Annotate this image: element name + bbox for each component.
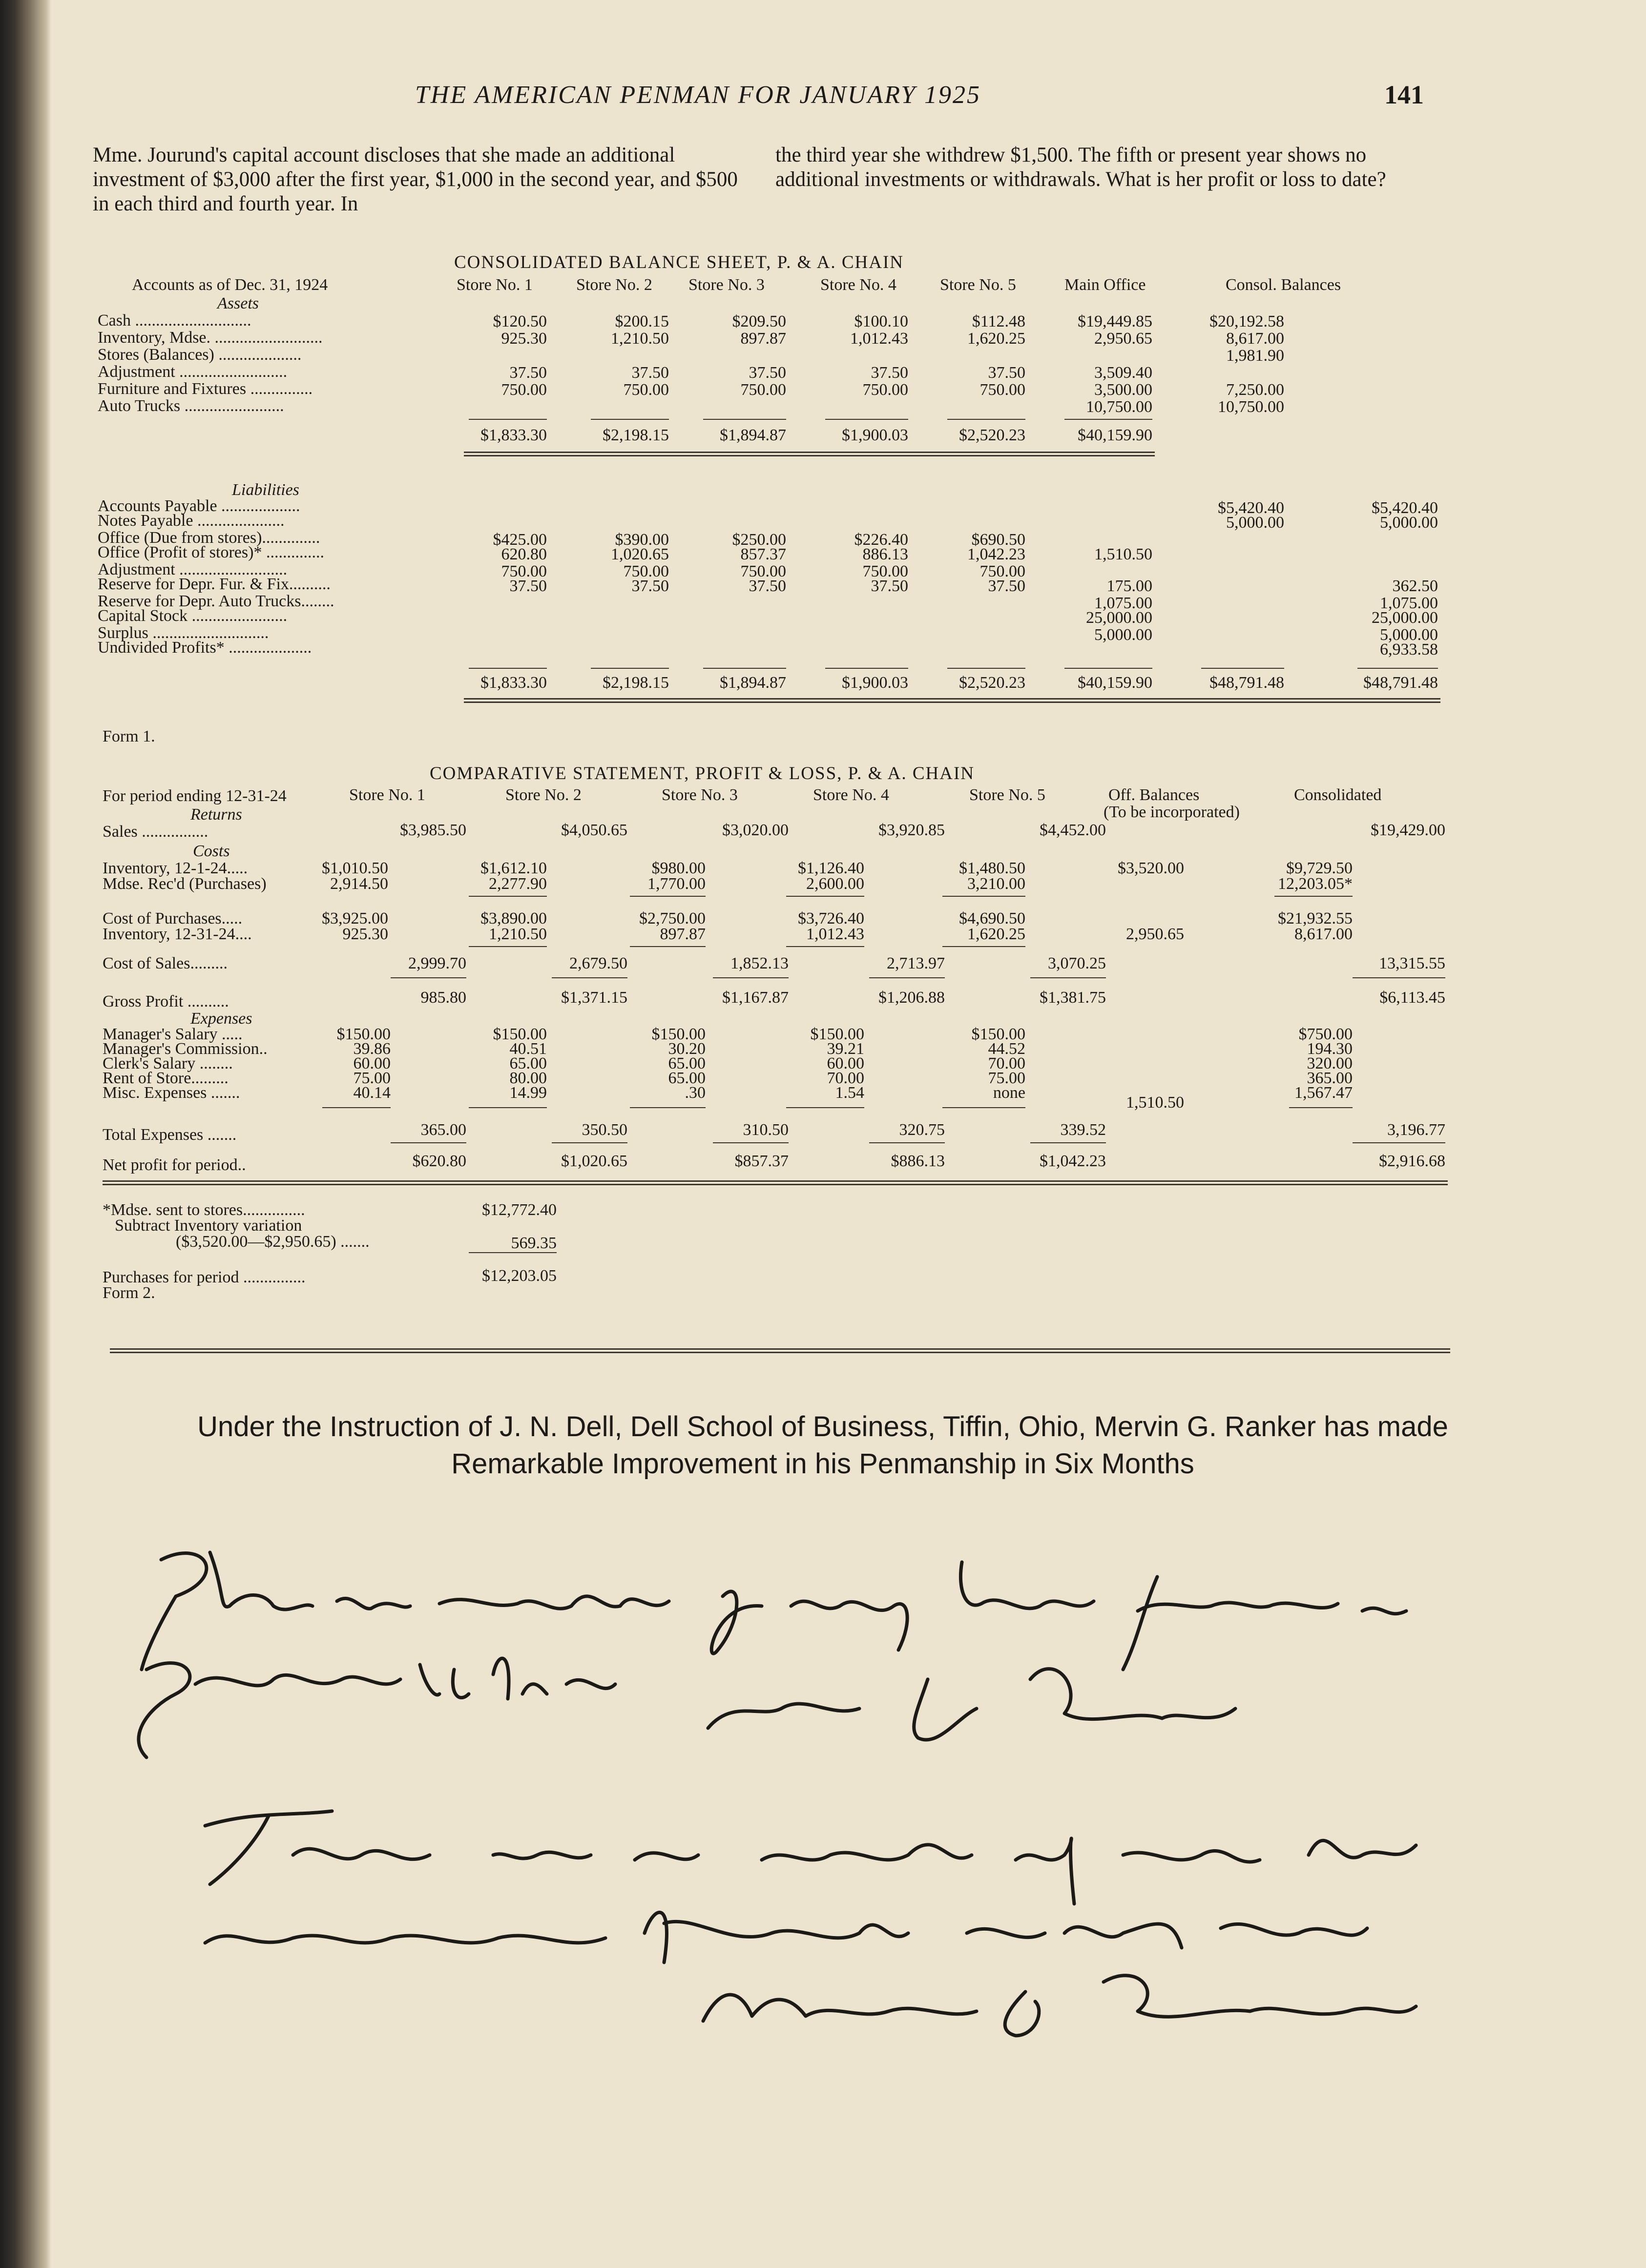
sales-value: $4,050.65 bbox=[561, 821, 627, 839]
liability-value: 886.13 bbox=[862, 545, 908, 563]
liability-value: 1,020.65 bbox=[611, 545, 669, 563]
inventory-end-value: 2,950.65 bbox=[1126, 925, 1184, 943]
inventory-end-value: 8,617.00 bbox=[1294, 925, 1353, 943]
mdse-received-value: 1,770.00 bbox=[647, 875, 706, 893]
total-expenses-label: Total Expenses ....... bbox=[103, 1126, 237, 1144]
liability-value: $690.50 bbox=[971, 531, 1025, 549]
expense-value: 60.00 bbox=[827, 1054, 864, 1072]
asset-total: $1,833.30 bbox=[480, 426, 547, 444]
expense-value: 40.51 bbox=[509, 1040, 547, 1058]
liabilities-label: Liabilities bbox=[232, 481, 299, 499]
asset-value: 1,210.50 bbox=[611, 330, 669, 348]
page-number: 141 bbox=[1384, 80, 1424, 109]
cost-of-purchases-value: $3,890.00 bbox=[480, 909, 547, 928]
cost-of-purchases-value: $3,925.00 bbox=[322, 909, 388, 928]
asset-value: 897.87 bbox=[740, 330, 786, 348]
asset-value: 2,950.65 bbox=[1094, 330, 1152, 348]
liability-value: 37.50 bbox=[631, 577, 669, 595]
liability-value: $425.00 bbox=[493, 531, 547, 549]
asset-value: $112.48 bbox=[972, 312, 1025, 330]
liability-total: $1,833.30 bbox=[480, 674, 547, 692]
sales-value: $3,020.00 bbox=[722, 821, 789, 839]
expense-value: 65.00 bbox=[668, 1069, 706, 1087]
asset-value: $120.50 bbox=[493, 312, 547, 330]
net-profit-value: $2,916.68 bbox=[1379, 1152, 1445, 1170]
pl-column-header: Store No. 2 bbox=[505, 786, 582, 804]
cost-of-sales-value: 1,852.13 bbox=[730, 954, 789, 972]
pl-column-header: Store No. 1 bbox=[349, 786, 425, 804]
expense-value: $750.00 bbox=[1298, 1025, 1353, 1043]
cost-of-sales-label: Cost of Sales......... bbox=[103, 954, 228, 972]
inventory-end-label: Inventory, 12-31-24.... bbox=[103, 925, 252, 943]
liability-value: $5,420.40 bbox=[1372, 499, 1438, 517]
intro-left: Mme. Jourund's capital account discloses that she made an additional investment of $3,000 after the first year, $1,000 in the second year, and $500 in each third and fourth year. In bbox=[93, 144, 738, 215]
expense-row-label: Manager's Commission.. bbox=[103, 1040, 268, 1058]
liability-value: 620.80 bbox=[501, 545, 547, 563]
sales-value: $4,452.00 bbox=[1040, 821, 1106, 839]
asset-value: 1,012.43 bbox=[850, 330, 908, 348]
total-expenses-value: 365.00 bbox=[420, 1121, 466, 1139]
returns-label: Returns bbox=[190, 805, 242, 824]
asset-total: $2,198.15 bbox=[603, 426, 669, 444]
pl-column-header: Consolidated bbox=[1294, 786, 1382, 804]
expense-value: 39.21 bbox=[827, 1040, 864, 1058]
liability-value: 175.00 bbox=[1106, 577, 1152, 595]
asset-value: 750.00 bbox=[623, 381, 669, 399]
asset-value: 37.50 bbox=[631, 364, 669, 382]
form-2-label: Form 2. bbox=[103, 1284, 155, 1302]
column-header: Store No. 5 bbox=[940, 276, 1016, 294]
liability-value: 37.50 bbox=[871, 577, 908, 595]
balance-sheet-date: Accounts as of Dec. 31, 1924 bbox=[132, 276, 328, 294]
gross-profit-value: $1,167.87 bbox=[722, 989, 789, 1007]
cost-of-sales-value: 2,713.97 bbox=[887, 954, 945, 972]
total-expenses-value: 3,196.77 bbox=[1387, 1121, 1445, 1139]
liability-value: 1,042.23 bbox=[967, 545, 1025, 563]
total-expenses-value: 350.50 bbox=[582, 1121, 627, 1139]
mdse-received-value: 2,277.90 bbox=[489, 875, 547, 893]
expense-value: $150.00 bbox=[810, 1025, 864, 1043]
footnote-subtract-label: Subtract Inventory variation bbox=[115, 1216, 302, 1235]
article-heading: Under the Instruction of J. N. Dell, Dell School of Business, Tiffin, Ohio, Mervin G. Ranker has made Remarkable Improvement in his Penmanship in Six Months bbox=[197, 1411, 1448, 1480]
total-expenses-value: 339.52 bbox=[1060, 1121, 1106, 1139]
pl-period: For period ending 12-31-24 bbox=[103, 787, 287, 805]
inventory-begin-label: Inventory, 12-1-24..... bbox=[103, 859, 248, 877]
expense-value: 40.14 bbox=[353, 1084, 391, 1102]
column-header: Store No. 2 bbox=[576, 276, 652, 294]
inventory-begin-value: $3,520.00 bbox=[1118, 859, 1184, 877]
inventory-end-value: 1,620.25 bbox=[967, 925, 1025, 943]
asset-value: $20,192.58 bbox=[1209, 312, 1284, 330]
liability-value: $390.00 bbox=[615, 531, 669, 549]
asset-value: 3,500.00 bbox=[1094, 381, 1152, 399]
liability-value: 5,000.00 bbox=[1094, 626, 1152, 644]
expense-value: 70.00 bbox=[988, 1054, 1025, 1072]
mdse-received-value: 3,210.00 bbox=[967, 875, 1025, 893]
mdse-received-label: Mdse. Rec'd (Purchases) bbox=[103, 875, 267, 893]
mdse-received-value: 12,203.05* bbox=[1278, 875, 1353, 893]
liability-total: $40,159.90 bbox=[1078, 674, 1152, 692]
liability-value: 6,933.58 bbox=[1380, 640, 1438, 659]
net-profit-value: $1,042.23 bbox=[1040, 1152, 1106, 1170]
liability-total: $2,198.15 bbox=[603, 674, 669, 692]
net-profit-value: $886.13 bbox=[891, 1152, 945, 1170]
asset-total: $40,159.90 bbox=[1078, 426, 1152, 444]
liability-total: $2,520.23 bbox=[959, 674, 1025, 692]
cost-of-sales-value: 13,315.55 bbox=[1379, 954, 1445, 972]
liability-row-label: Surplus ............................ bbox=[98, 624, 269, 642]
inventory-end-value: 1,012.43 bbox=[806, 925, 864, 943]
expense-row-label: Misc. Expenses ....... bbox=[103, 1084, 240, 1102]
pl-column-header: Store No. 3 bbox=[662, 786, 738, 804]
expense-value: 65.00 bbox=[509, 1054, 547, 1072]
footnote-variation-value: 569.35 bbox=[511, 1234, 557, 1252]
liability-value: 5,000.00 bbox=[1380, 514, 1438, 532]
expense-value: 1.54 bbox=[835, 1084, 864, 1102]
cost-of-sales-value: 2,679.50 bbox=[569, 954, 627, 972]
expense-value: 30.20 bbox=[668, 1040, 706, 1058]
asset-value: 750.00 bbox=[501, 381, 547, 399]
gross-profit-value: $1,206.88 bbox=[878, 989, 945, 1007]
asset-value: 1,981.90 bbox=[1226, 347, 1284, 365]
liability-value: 750.00 bbox=[501, 562, 547, 580]
asset-row-label: Inventory, Mdse. .......................... bbox=[98, 329, 323, 347]
asset-value: $200.15 bbox=[615, 312, 669, 330]
liability-row-label: Adjustment .......................... bbox=[98, 560, 288, 578]
liability-row-label: Undivided Profits* .................... bbox=[98, 639, 312, 657]
expense-value: 194.30 bbox=[1307, 1040, 1353, 1058]
inventory-begin-value: $980.00 bbox=[651, 859, 706, 877]
sales-value: $19,429.00 bbox=[1371, 821, 1445, 839]
liability-value: 25,000.00 bbox=[1086, 609, 1152, 627]
pl-column-header: Off. Balances bbox=[1108, 786, 1200, 804]
cost-of-sales-value: 2,999.70 bbox=[408, 954, 466, 972]
asset-value: $100.10 bbox=[854, 312, 908, 330]
asset-value: 7,250.00 bbox=[1226, 381, 1284, 399]
footnote-purchases-label: Purchases for period ............... bbox=[103, 1268, 306, 1286]
intro-right: the third year she withdrew $1,500. The fifth or present year shows no additional investments or withdrawals. What is her profit or loss to date? bbox=[775, 144, 1386, 191]
expense-value: $150.00 bbox=[651, 1025, 706, 1043]
liability-total: $1,900.03 bbox=[842, 674, 908, 692]
assets-label: Assets bbox=[217, 294, 259, 312]
gross-profit-value: $1,371.15 bbox=[561, 989, 627, 1007]
balance-sheet-title: CONSOLIDATED BALANCE SHEET, P. & A. CHAIN bbox=[454, 252, 904, 272]
inventory-end-value: 1,210.50 bbox=[489, 925, 547, 943]
liability-total: $48,791.48 bbox=[1363, 674, 1438, 692]
liability-row-label: Reserve for Depr. Fur. & Fix.......... bbox=[98, 575, 331, 593]
liability-value: 750.00 bbox=[979, 562, 1025, 580]
footnote-purchases-value: $12,203.05 bbox=[482, 1267, 557, 1285]
costs-label: Costs bbox=[193, 842, 230, 860]
cost-of-purchases-value: $2,750.00 bbox=[639, 909, 706, 928]
net-profit-value: $1,020.65 bbox=[561, 1152, 627, 1170]
liability-row-label: Office (Due from stores).............. bbox=[98, 529, 320, 547]
cost-of-purchases-value: $4,690.50 bbox=[959, 909, 1025, 928]
gross-profit-label: Gross Profit .......... bbox=[103, 992, 229, 1010]
expense-row-label: Rent of Store......... bbox=[103, 1069, 229, 1087]
pl-column-header: Store No. 5 bbox=[969, 786, 1045, 804]
inventory-end-value: 897.87 bbox=[660, 925, 706, 943]
liability-value: $250.00 bbox=[732, 531, 786, 549]
asset-value: $19,449.85 bbox=[1078, 312, 1152, 330]
column-header: Store No. 3 bbox=[688, 276, 765, 294]
asset-row-label: Stores (Balances) .................... bbox=[98, 346, 302, 364]
liability-value: 25,000.00 bbox=[1372, 609, 1438, 627]
column-header: Main Office bbox=[1064, 276, 1146, 294]
cost-of-purchases-value: $3,726.40 bbox=[798, 909, 864, 928]
asset-value: 8,617.00 bbox=[1226, 330, 1284, 348]
running-header: THE AMERICAN PENMAN FOR JANUARY 1925 bbox=[415, 81, 981, 109]
liability-value: 37.50 bbox=[509, 577, 547, 595]
asset-value: 3,509.40 bbox=[1094, 364, 1152, 382]
expense-value: $150.00 bbox=[971, 1025, 1025, 1043]
inventory-begin-value: $9,729.50 bbox=[1286, 859, 1353, 877]
liability-value: 37.50 bbox=[988, 577, 1025, 595]
footnote-mdse-label: *Mdse. sent to stores............... bbox=[103, 1201, 305, 1219]
pl-column-header: Store No. 4 bbox=[813, 786, 889, 804]
liability-value: 857.37 bbox=[740, 545, 786, 563]
liability-row-label: Notes Payable ..................... bbox=[98, 512, 285, 530]
sales-value: $3,985.50 bbox=[400, 821, 466, 839]
expense-value: 44.52 bbox=[988, 1040, 1025, 1058]
liability-value: 5,000.00 bbox=[1226, 514, 1284, 532]
asset-value: 10,750.00 bbox=[1086, 398, 1152, 416]
column-header: Store No. 4 bbox=[820, 276, 896, 294]
gross-profit-value: $6,113.45 bbox=[1379, 989, 1445, 1007]
expense-value: 39.86 bbox=[353, 1040, 391, 1058]
net-profit-value: $857.37 bbox=[734, 1152, 789, 1170]
expense-value: 1,567.47 bbox=[1294, 1084, 1353, 1102]
asset-row-label: Cash ............................ bbox=[98, 311, 251, 330]
asset-value: 37.50 bbox=[749, 364, 786, 382]
liability-value: 37.50 bbox=[749, 577, 786, 595]
expense-value: 1,510.50 bbox=[1126, 1093, 1184, 1112]
liability-row-label: Accounts Payable ................... bbox=[98, 497, 300, 515]
expense-value: 65.00 bbox=[668, 1054, 706, 1072]
inventory-begin-value: $1,126.40 bbox=[798, 859, 864, 877]
footnote-variation-label: ($3,520.00—$2,950.65) ....... bbox=[176, 1233, 370, 1251]
expense-value: 75.00 bbox=[353, 1069, 391, 1087]
asset-total: $1,900.03 bbox=[842, 426, 908, 444]
cost-of-sales-value: 3,070.25 bbox=[1048, 954, 1106, 972]
asset-value: 37.50 bbox=[988, 364, 1025, 382]
liability-row-label: Reserve for Depr. Auto Trucks........ bbox=[98, 592, 334, 610]
asset-value: 750.00 bbox=[979, 381, 1025, 399]
cost-of-purchases-value: $21,932.55 bbox=[1278, 909, 1353, 928]
mdse-received-value: 2,914.50 bbox=[330, 875, 388, 893]
liability-value: 750.00 bbox=[740, 562, 786, 580]
expense-value: 320.00 bbox=[1307, 1054, 1353, 1072]
column-header: Store No. 1 bbox=[457, 276, 533, 294]
expense-value: 60.00 bbox=[353, 1054, 391, 1072]
expense-value: 80.00 bbox=[509, 1069, 547, 1087]
pl-off-note: (To be incorporated) bbox=[1104, 803, 1240, 821]
liability-value: 5,000.00 bbox=[1380, 626, 1438, 644]
asset-total: $2,520.23 bbox=[959, 426, 1025, 444]
mdse-received-value: 2,600.00 bbox=[806, 875, 864, 893]
expense-value: 75.00 bbox=[988, 1069, 1025, 1087]
total-expenses-value: 320.75 bbox=[899, 1121, 945, 1139]
asset-value: 750.00 bbox=[862, 381, 908, 399]
asset-value: 37.50 bbox=[871, 364, 908, 382]
liability-value: 750.00 bbox=[862, 562, 908, 580]
liability-total: $1,894.87 bbox=[720, 674, 786, 692]
inventory-end-value: 925.30 bbox=[342, 925, 388, 943]
liability-row-label: Capital Stock ....................... bbox=[98, 607, 288, 625]
asset-total: $1,894.87 bbox=[720, 426, 786, 444]
asset-value: $209.50 bbox=[732, 312, 786, 330]
total-expenses-value: 310.50 bbox=[743, 1121, 789, 1139]
asset-value: 1,620.25 bbox=[967, 330, 1025, 348]
net-profit-value: $620.80 bbox=[412, 1152, 466, 1170]
inventory-begin-value: $1,480.50 bbox=[959, 859, 1025, 877]
expense-value: $150.00 bbox=[493, 1025, 547, 1043]
asset-row-label: Auto Trucks ........................ bbox=[98, 397, 284, 415]
asset-value: 37.50 bbox=[509, 364, 547, 382]
liability-value: $226.40 bbox=[854, 531, 908, 549]
expense-value: none bbox=[993, 1084, 1025, 1102]
expense-value: 365.00 bbox=[1307, 1069, 1353, 1087]
expense-value: 14.99 bbox=[509, 1084, 547, 1102]
asset-row-label: Adjustment .......................... bbox=[98, 363, 288, 381]
liability-value: 750.00 bbox=[623, 562, 669, 580]
liability-value: 1,075.00 bbox=[1094, 594, 1152, 612]
footnote-mdse-value: $12,772.40 bbox=[482, 1201, 557, 1219]
column-header: Consol. Balances bbox=[1226, 276, 1341, 294]
expense-value: .30 bbox=[685, 1084, 706, 1102]
sales-label: Sales ................ bbox=[103, 823, 208, 841]
pl-title: COMPARATIVE STATEMENT, PROFIT & LOSS, P. & A. CHAIN bbox=[430, 763, 975, 783]
form-1-label: Form 1. bbox=[103, 727, 155, 745]
liability-total: $48,791.48 bbox=[1209, 674, 1284, 692]
liability-row-label: Office (Profit of stores)* .............. bbox=[98, 543, 324, 561]
liability-value: 1,510.50 bbox=[1094, 545, 1152, 563]
expense-value: $150.00 bbox=[336, 1025, 391, 1043]
net-profit-label: Net profit for period.. bbox=[103, 1156, 246, 1174]
expenses-label: Expenses bbox=[190, 1010, 252, 1028]
gross-profit-value: 985.80 bbox=[420, 989, 466, 1007]
gross-profit-value: $1,381.75 bbox=[1040, 989, 1106, 1007]
asset-row-label: Furniture and Fixtures ............... bbox=[98, 380, 313, 398]
asset-value: 925.30 bbox=[501, 330, 547, 348]
expense-value: 70.00 bbox=[827, 1069, 864, 1087]
liability-value: 1,075.00 bbox=[1380, 594, 1438, 612]
inventory-begin-value: $1,612.10 bbox=[480, 859, 547, 877]
expense-row-label: Clerk's Salary ........ bbox=[103, 1054, 233, 1072]
cost-of-purchases-label: Cost of Purchases..... bbox=[103, 909, 243, 928]
liability-value: $5,420.40 bbox=[1218, 499, 1284, 517]
expense-row-label: Manager's Salary ..... bbox=[103, 1025, 243, 1043]
asset-value: 750.00 bbox=[740, 381, 786, 399]
liability-value: 362.50 bbox=[1392, 577, 1438, 595]
asset-value: 10,750.00 bbox=[1218, 398, 1284, 416]
sales-value: $3,920.85 bbox=[878, 821, 945, 839]
inventory-begin-value: $1,010.50 bbox=[322, 859, 388, 877]
